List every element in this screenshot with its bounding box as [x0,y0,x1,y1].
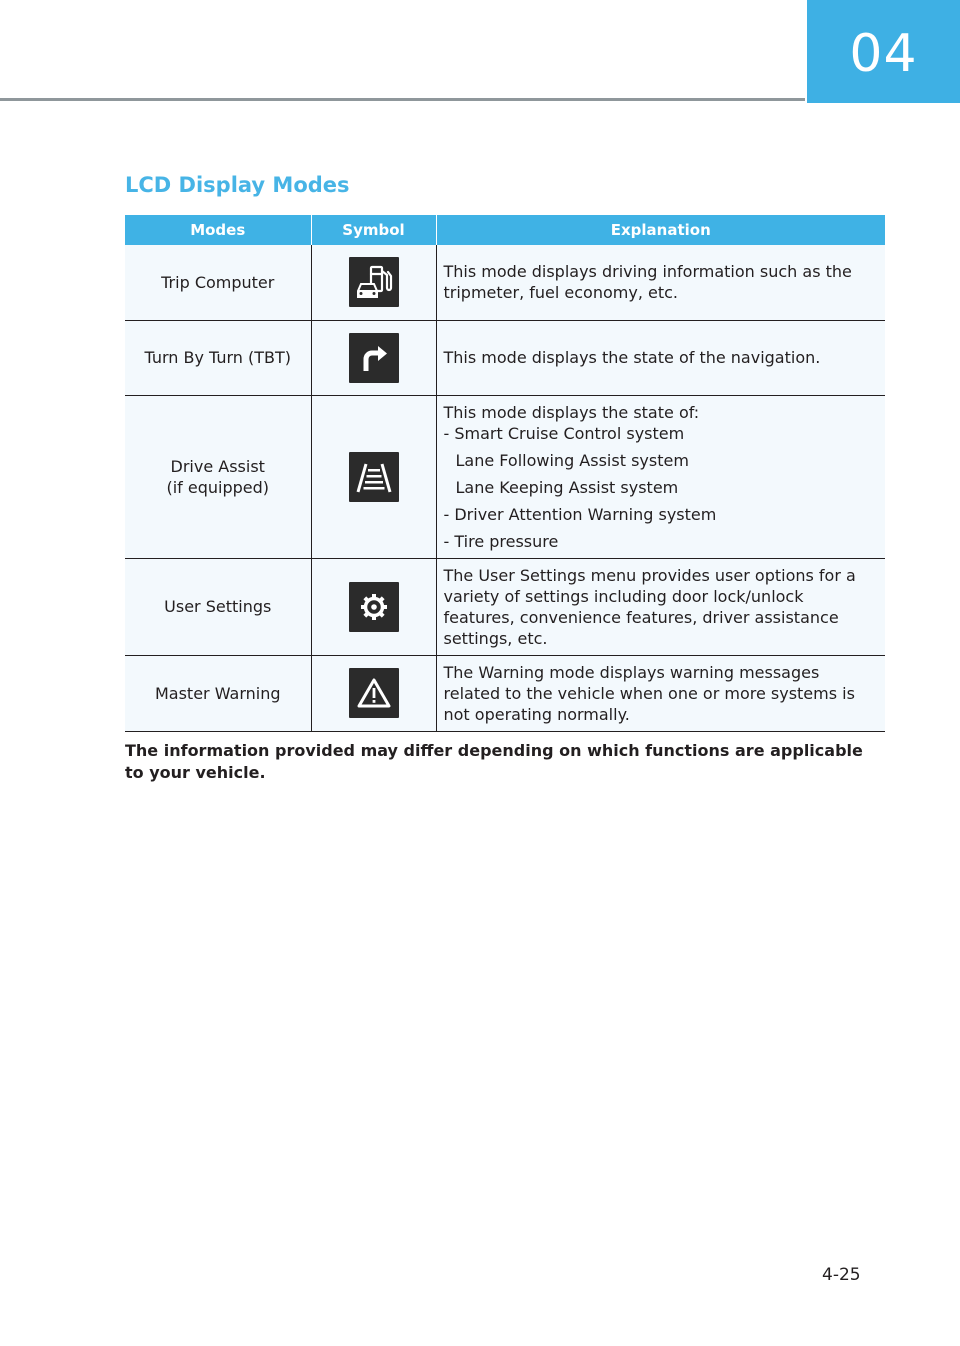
footnote: The information provided may differ depending on which functions are applicable to your vehicle. [125,741,863,782]
mode-name: User Settings [125,558,311,655]
mode-explanation: This mode displays driving information such as the tripmeter, fuel economy, etc. [436,245,885,320]
list-item: - Tire pressure [443,531,559,551]
table-row [125,558,885,655]
mode-explanation [436,395,885,558]
trip-computer-icon [349,257,399,307]
turn-arrow-icon [349,333,399,383]
header-explanation: Explanation [436,215,885,245]
lane-assist-icon [349,452,399,502]
list-item: - Smart Cruise Control system [443,423,685,443]
table-row [125,245,885,320]
table-row [125,320,885,395]
mode-name: Turn By Turn (TBT) [125,320,311,395]
lcd-modes-table [125,215,885,732]
warning-triangle-icon [349,668,399,718]
table-header-row [125,215,885,245]
mode-explanation: This mode displays the state of the navigation. [436,320,885,395]
table-row [125,655,885,731]
mode-explanation: The Warning mode displays warning messages related to the vehicle when one or more systems is not operating normally. [436,655,885,731]
list-item: - Driver Attention Warning system [443,504,717,524]
mode-name-line: Drive Assist [170,456,265,476]
header-modes: Modes [125,215,311,245]
table-row [125,395,885,558]
chapter-tab: 04 [807,0,960,103]
header-rule [0,98,805,101]
mode-name: Trip Computer [125,245,311,320]
mode-explanation: The User Settings menu provides user options for a variety of settings including door lock/unlock features, convenience features, driver assistance settings, etc. [436,558,885,655]
mode-name-note: (if equipped) [166,477,270,497]
list-item: Lane Following Assist system [455,450,689,470]
header-symbol: Symbol [311,215,436,245]
mode-name: Master Warning [125,655,311,731]
mode-name [125,395,311,558]
page-number: 4-25 [822,1265,861,1285]
list-item: Lane Keeping Assist system [455,477,679,497]
section-title: LCD Display Modes [125,173,350,197]
explanation-intro: This mode displays the state of: [443,402,700,422]
gear-icon [349,582,399,632]
